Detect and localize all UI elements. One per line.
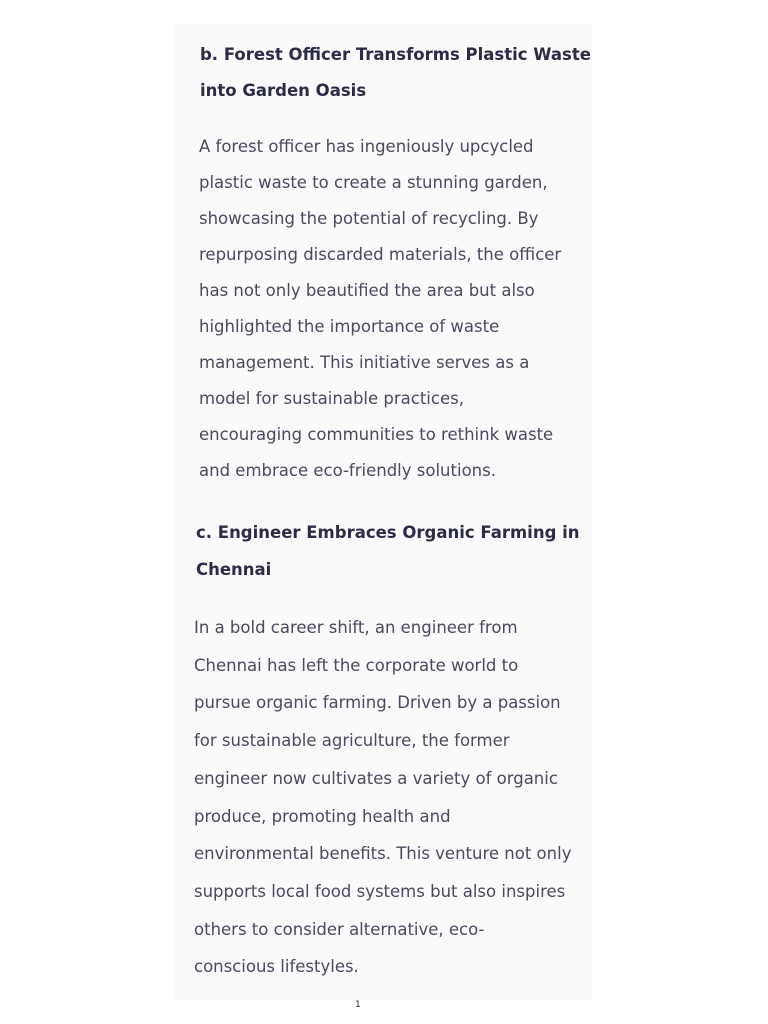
text-line: environmental benefits. This venture not only	[194, 844, 572, 864]
heading-line: b. Forest Officer Transforms Plastic Waste	[200, 45, 591, 64]
text-line: for sustainable agriculture, the former	[194, 731, 510, 751]
text-line: A forest officer has ingeniously upcycled	[199, 137, 534, 156]
text-line: plastic waste to create a stunning garden,	[199, 173, 548, 192]
section-c-heading	[196, 514, 580, 588]
text-line: encouraging communities to rethink waste	[199, 425, 554, 444]
page-number: 1	[355, 1000, 361, 1010]
text-line: highlighted the importance of waste	[199, 317, 500, 336]
section-c-body	[194, 609, 571, 986]
text-line: produce, promoting health and	[194, 806, 451, 826]
text-line: management. This initiative serves as a	[199, 353, 530, 372]
text-line: has not only beautified the area but also	[199, 281, 535, 300]
text-line: pursue organic farming. Driven by a passion	[194, 693, 561, 713]
text-line: Chennai has left the corporate world to	[194, 655, 519, 675]
text-line: repurposing discarded materials, the officer	[199, 245, 562, 264]
text-line: engineer now cultivates a variety of organic	[194, 768, 558, 788]
text-line: others to consider alternative, eco-	[194, 919, 485, 939]
section-b-body	[199, 129, 561, 489]
heading-line: c. Engineer Embraces Organic Farming in	[196, 523, 580, 542]
heading-line: Chennai	[196, 560, 272, 579]
text-line: and embrace eco-friendly solutions.	[199, 461, 496, 480]
text-line: model for sustainable practices,	[199, 389, 464, 408]
text-line: In a bold career shift, an engineer from	[194, 618, 518, 637]
text-line: showcasing the potential of recycling. By	[199, 209, 539, 228]
heading-line: into Garden Oasis	[200, 81, 367, 100]
text-line: conscious lifestyles.	[194, 957, 359, 977]
section-b-heading	[200, 37, 591, 109]
text-line: supports local food systems but also inspires	[194, 881, 566, 901]
